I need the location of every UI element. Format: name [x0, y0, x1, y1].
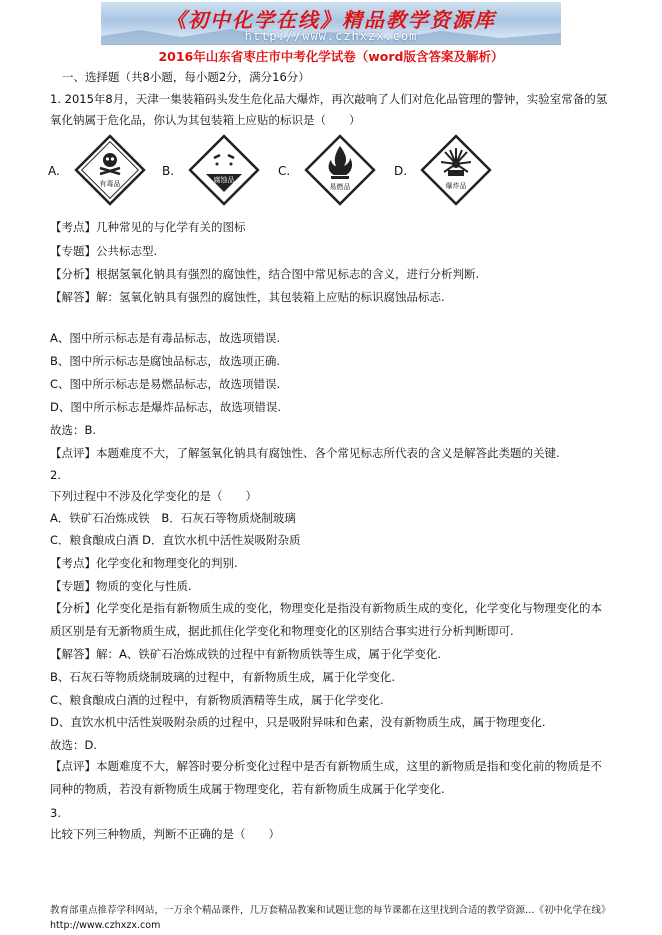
- option-letter: C.: [278, 164, 291, 178]
- document-title: 2016年山东省枣庄市中考化学试卷（word版含答案及解析）: [158, 49, 504, 64]
- q1-fenxi: 【分析】根据氢氧化钠具有强烈的腐蚀性，结合图中常见标志的含义，进行分析判断.: [50, 267, 480, 281]
- q1-explain-d: D、图中所示标志是爆炸品标志，故选项错误.: [50, 400, 282, 414]
- q1-stem-line2: 氧化钠属于危化品，你认为其包装箱上应贴的标识是（ ）: [50, 113, 361, 127]
- q2-dianping: 【点评】本题难度不大，解答时要分析变化过程中是否有新物质生成，这里的新物质是指和变化前的物质是不同种的物质，若没有新物质生成属于物理变化，若有新物质生成属于化学变化.: [50, 759, 602, 796]
- header-banner: [101, 2, 561, 45]
- q3-number: 3.: [50, 806, 61, 820]
- option-b[interactable]: [162, 126, 282, 216]
- label-explosive: 爆炸品: [445, 182, 467, 190]
- q2-options-cd: C．粮食酿成白酒 D．直饮水机中活性炭吸附杂质: [50, 533, 301, 547]
- page-footer: 教育部重点推荐学科网站，一万余个精品课件，几万套精品教案和试题让您的每节课都在这里找到合适的教学资源…《初中化学在线》http://www.czhxzx.com: [50, 905, 611, 931]
- label-corrosive: 腐蚀品: [213, 176, 235, 184]
- banner-title: 《初中化学在线》精品教学资源库: [166, 8, 496, 32]
- q3-stem: 比较下列三种物质，判断不正确的是（ ）: [50, 827, 280, 841]
- option-a[interactable]: [48, 126, 168, 216]
- q2-zhuanti: 【专题】物质的变化与性质.: [50, 579, 192, 593]
- option-d[interactable]: [394, 126, 514, 216]
- toxic-hazard-icon: [72, 132, 148, 208]
- q1-jieda: 【解答】解：氢氧化钠具有强烈的腐蚀性，其包装箱上应贴的标识腐蚀品标志.: [50, 290, 445, 304]
- corrosive-hazard-icon: [186, 132, 262, 208]
- q1-zhuanti: 【专题】公共标志型.: [50, 244, 158, 258]
- label-toxic: 有毒品: [99, 180, 121, 188]
- explosive-hazard-icon: [418, 132, 494, 208]
- q1-options: [40, 126, 620, 216]
- q1-explain-a: A、图中所示标志是有毒品标志，故选项错误.: [50, 331, 281, 345]
- q1-kaodian: 【考点】几种常见的与化学有关的图标: [50, 220, 246, 234]
- section-heading: 一、选择题（共8小题，每小题2分，满分16分）: [62, 70, 310, 84]
- q1-dianping: 【点评】本题难度不大，了解氢氧化钠具有腐蚀性、各个常见标志所代表的含义是解答此类题的关键.: [50, 446, 560, 460]
- q1-stem-line1: 1. 2015年8月，天津一集装箱码头发生危化品大爆炸，再次敲响了人们对危化品管理的警钟，实验室常备的氢: [50, 92, 608, 106]
- q1-explain-c: C、图中所示标志是易燃品标志，故选项错误.: [50, 377, 281, 391]
- option-letter: A.: [48, 164, 60, 178]
- q2-explain-d: D、直饮水机中活性炭吸附杂质的过程中，只是吸附异味和色素，没有新物质生成，属于物理变化.: [50, 715, 546, 729]
- flammable-hazard-icon: [302, 132, 378, 208]
- q2-explain-b: B、石灰石等物质烧制玻璃的过程中，有新物质生成，属于化学变化.: [50, 670, 396, 684]
- option-c[interactable]: [278, 126, 398, 216]
- q2-stem: 下列过程中不涉及化学变化的是（ ）: [50, 489, 257, 503]
- banner-url[interactable]: http://www.czhxzx.com: [244, 29, 418, 43]
- option-letter: D.: [394, 164, 408, 178]
- q2-jieda: 【解答】解：A、铁矿石冶炼成铁的过程中有新物质铁等生成，属于化学变化.: [50, 647, 442, 661]
- label-flammable: 易燃品: [329, 183, 351, 191]
- q2-kaodian: 【考点】化学变化和物理变化的判别.: [50, 556, 238, 570]
- option-letter: B.: [162, 164, 175, 178]
- q2-options-ab: A．铁矿石冶炼成铁 B．石灰石等物质烧制玻璃: [50, 511, 296, 525]
- q2-number: 2.: [50, 468, 61, 482]
- q2-answer: 故选：D.: [50, 738, 98, 752]
- q2-explain-c: C、粮食酿成白酒的过程中，有新物质酒精等生成，属于化学变化.: [50, 693, 384, 707]
- q1-explain-b: B、图中所示标志是腐蚀品标志，故选项正确.: [50, 354, 281, 368]
- q2-fenxi: 【分析】化学变化是指有新物质生成的变化，物理变化是指没有新物质生成的变化，化学变化与物理变化的本质区别是有无新物质生成，据此抓住化学变化和物理变化的区别结合事实进行分析判断即可.: [50, 601, 602, 638]
- q1-answer: 故选：B.: [50, 423, 97, 437]
